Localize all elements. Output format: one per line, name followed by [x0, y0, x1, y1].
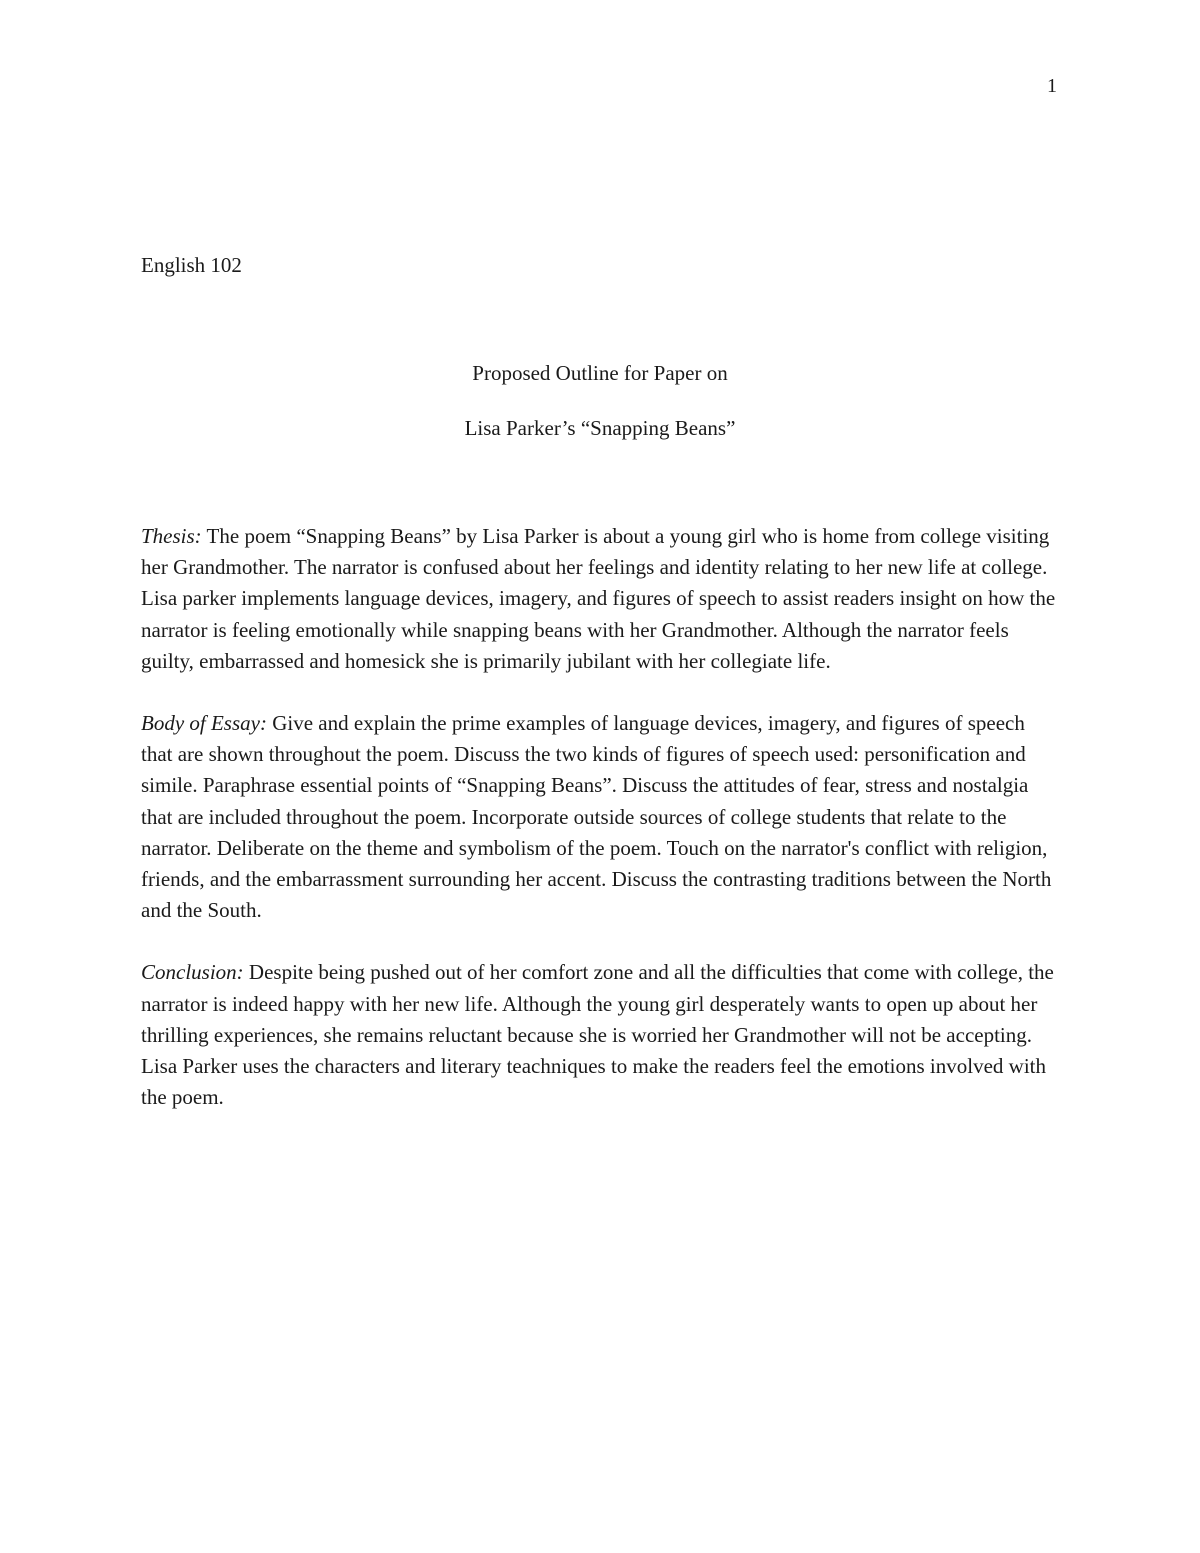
page-number: 1 — [1047, 75, 1057, 97]
body-label: Body of Essay: — [141, 711, 267, 736]
thesis-text: The poem “Snapping Beans” by Lisa Parker is about a young girl who is home from college visiting her Grandmother. The narrator is confused about her feelings and identity relating to her new life at college. Lisa parker implements language devices, imagery, and figures of speech to assist readers insight on how the narrator is feeling emotionally while snapping beans with her Grandmother. Although the narrator feels guilty, embarrassed and homesick she is primarily jubilant with her collegiate life. — [141, 524, 1056, 673]
body-paragraph — [141, 708, 1061, 926]
thesis-label: Thesis: — [141, 524, 202, 548]
conclusion-paragraph — [141, 957, 1061, 1113]
title-line-1: Proposed Outline for Paper on — [472, 361, 728, 385]
outline-body — [141, 521, 1061, 1144]
title-line-2: Lisa Parker’s “Snapping Beans” — [464, 416, 736, 440]
conclusion-text: Despite being pushed out of her comfort zone and all the difficulties that come with college, the narrator is indeed happy with her new life. Although the young girl desperately wants to open up about her thrilling experiences, she remains reluctant because she is worried her Grandmother will not be accepting. Lisa Parker uses the characters and literary teachniques to make the readers feel the emotions involved with the poem. — [141, 960, 1054, 1110]
body-text: Give and explain the prime examples of language devices, imagery, and figures of speech that are shown throughout the poem. Discuss the two kinds of figures of speech used: personification and simile. Paraphrase essential points of “Snapping Beans”. Discuss the attitudes of fear, stress and nostalgia that are included throughout the poem. Incorporate outside sources of college students that relate to the narrator. Deliberate on the theme and symbolism of the poem. Touch on the narrator's conflict with religion, friends, and the embarrassment surrounding her accent. Discuss the contrasting traditions between the North and the South. — [141, 711, 1052, 923]
paper-title — [0, 359, 1200, 469]
conclusion-label: Conclusion: — [141, 960, 244, 985]
course-name: English 102 — [141, 253, 242, 277]
thesis-paragraph — [141, 521, 1061, 677]
